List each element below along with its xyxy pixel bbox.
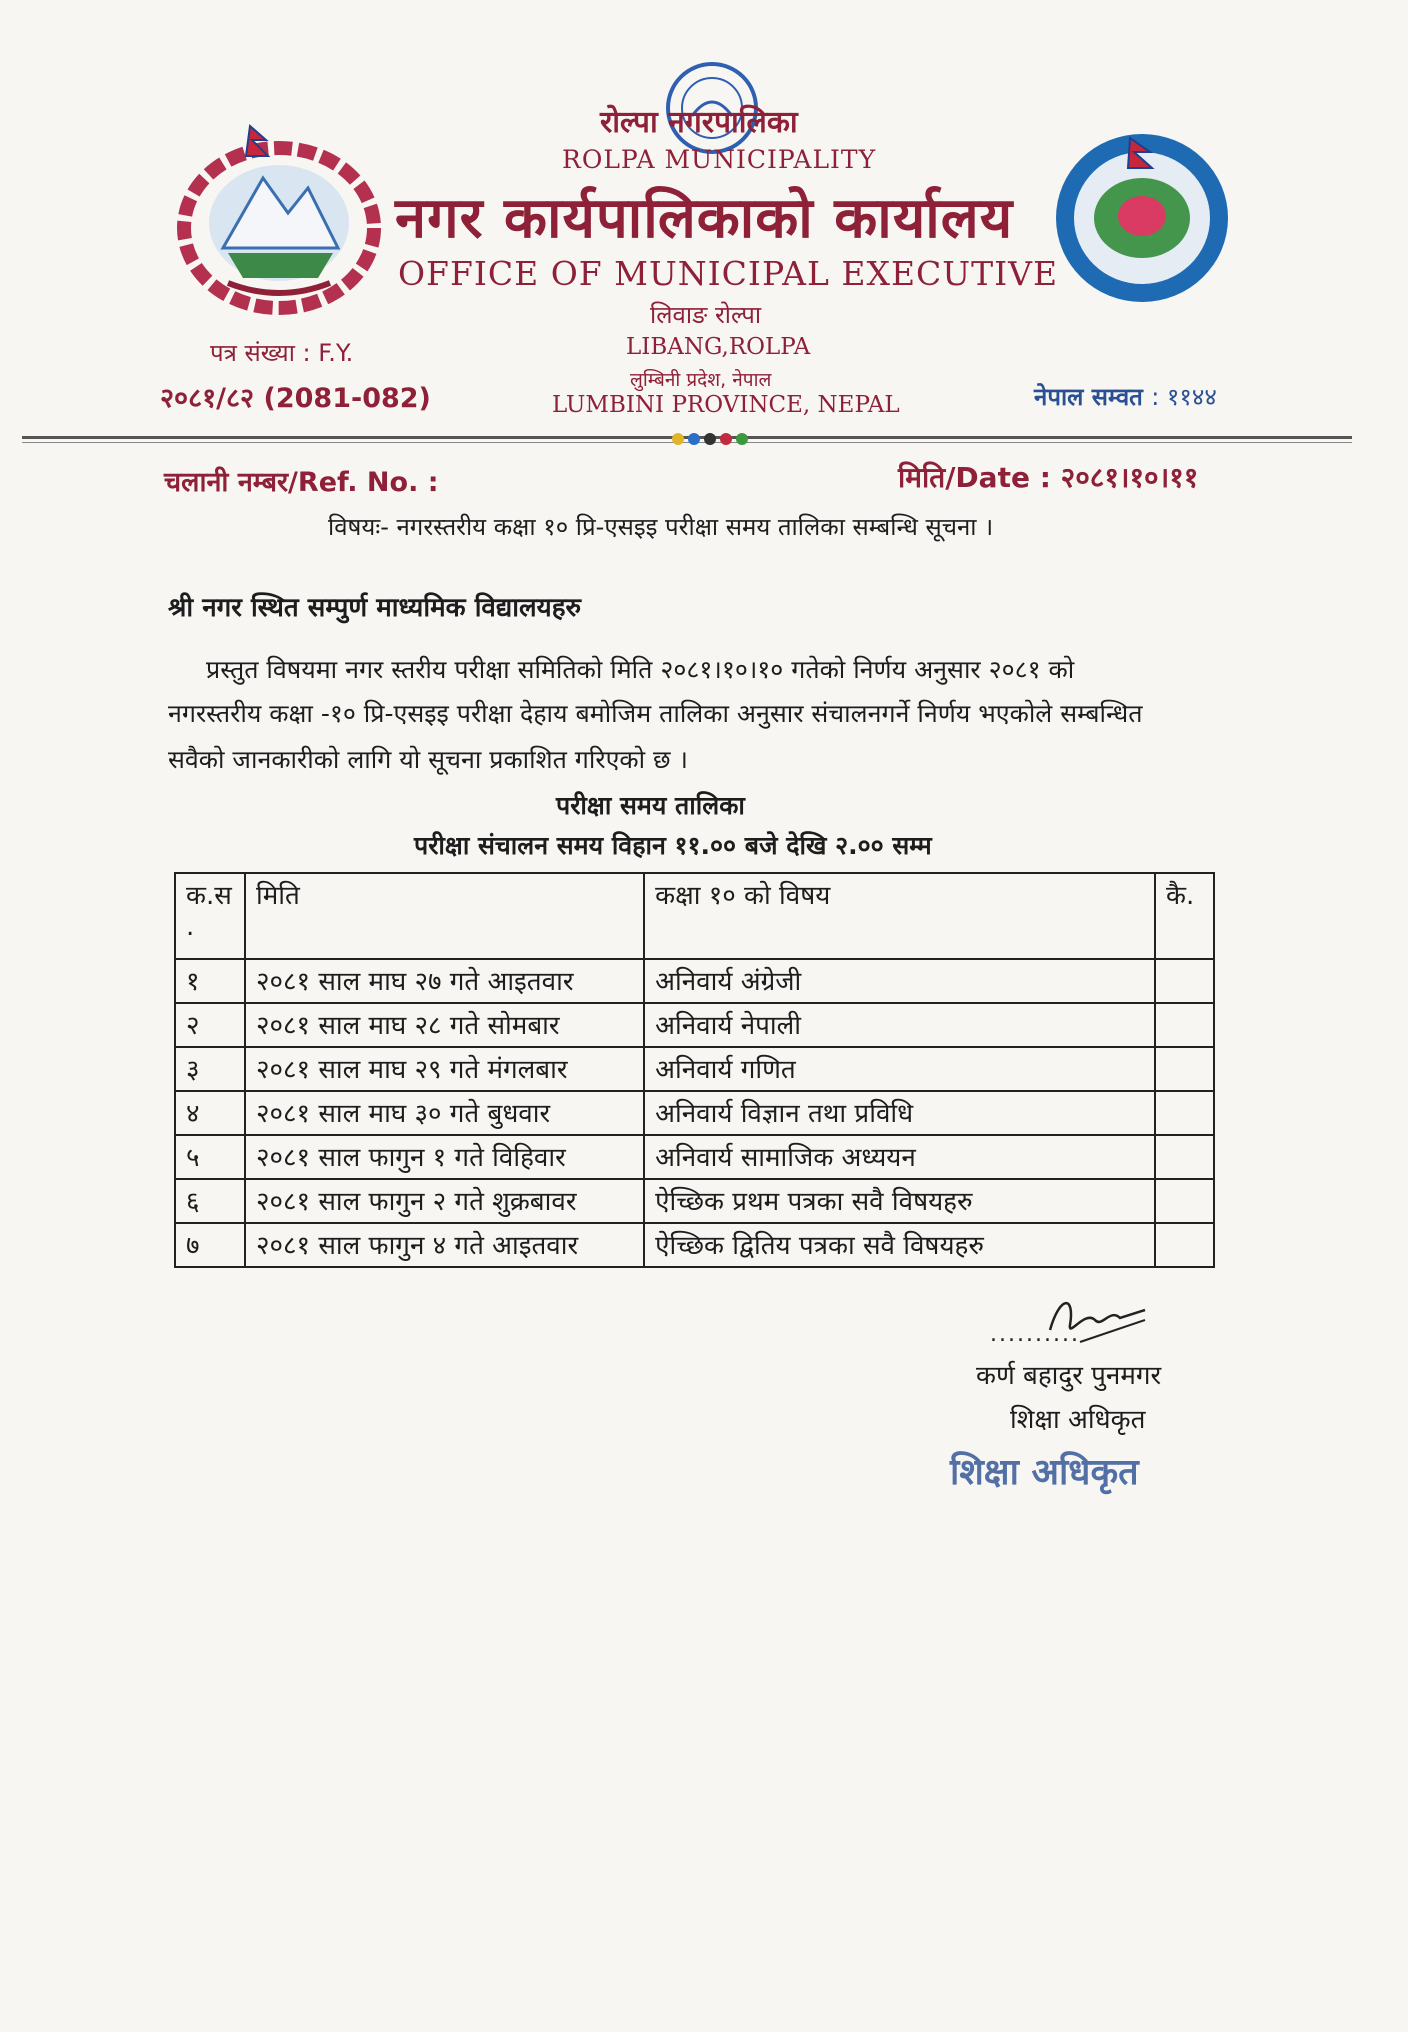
nepal-sambat-label: नेपाल सम्वत <box>1034 383 1143 411</box>
table-row <box>175 1223 1214 1267</box>
divider-dots <box>668 430 768 448</box>
row-date: २०८१ साल माघ २७ गते आइतवार <box>245 959 644 1003</box>
fiscal-year: २०८१/८२ (2081-082) <box>160 383 431 414</box>
row-subject: अनिवार्य सामाजिक अध्ययन <box>644 1135 1155 1179</box>
place-np: लिवाङ रोल्पा <box>650 301 762 329</box>
letter-number-label: पत्र संख्या : F.Y. <box>210 339 354 367</box>
municipality-name-en: ROLPA MUNICIPALITY <box>562 145 877 174</box>
reference-number-label: चलानी नम्बर/Ref. No. : <box>164 467 439 498</box>
office-title-np: नगर कार्यपालिकाको कार्यालय <box>395 186 1014 251</box>
header-serial <box>175 873 245 959</box>
province-en: LUMBINI PROVINCE, NEPAL <box>552 392 900 418</box>
place-en: LIBANG,ROLPA <box>626 334 811 360</box>
row-subject: ऐच्छिक द्वितिय पत्रका सवै विषयहरु <box>644 1223 1155 1267</box>
table-row <box>175 959 1214 1003</box>
row-serial: २ <box>175 1003 245 1047</box>
municipality-name-np: रोल्पा नगरपालिका <box>600 105 798 140</box>
table-row <box>175 1047 1214 1091</box>
row-remarks <box>1155 1135 1214 1179</box>
row-date: २०८१ साल फागुन २ गते शुक्रबावर <box>245 1179 644 1223</box>
office-title-en: OFFICE OF MUNICIPAL EXECUTIVE <box>398 254 1059 293</box>
row-remarks <box>1155 1223 1214 1267</box>
row-serial: ६ <box>175 1179 245 1223</box>
row-date: २०८१ साल फागुन ४ गते आइतवार <box>245 1223 644 1267</box>
nepal-sambat-value: : ११४४ <box>1151 383 1217 411</box>
row-date: २०८१ साल माघ २९ गते मंगलबार <box>245 1047 644 1091</box>
designation-stamp: शिक्षा अधिकृत <box>950 1452 1139 1493</box>
letter-date: मिति/Date : २०८१।१०।११ <box>898 461 1199 494</box>
signature-dots: .......... <box>990 1322 1080 1347</box>
header-serial-label: क.स <box>186 881 232 911</box>
row-subject: अनिवार्य गणित <box>644 1047 1155 1091</box>
row-subject: अनिवार्य विज्ञान तथा प्रविधि <box>644 1091 1155 1135</box>
row-remarks <box>1155 1179 1214 1223</box>
row-remarks <box>1155 1003 1214 1047</box>
table-header-row <box>175 873 1214 959</box>
table-row <box>175 1135 1214 1179</box>
table-subtitle: परीक्षा संचालन समय विहान ११.०० बजे देखि २.०० सम्म <box>414 831 932 860</box>
table-title: परीक्षा समय तालिका <box>556 791 745 820</box>
row-remarks <box>1155 1047 1214 1091</box>
row-subject: अनिवार्य अंग्रेजी <box>644 959 1155 1003</box>
subject-line: विषयः- नगरस्तरीय कक्षा १० प्रि-एसइइ परीक्षा समय तालिका सम्बन्धि सूचना । <box>328 513 994 541</box>
exam-schedule-table <box>174 872 1215 1268</box>
row-serial: ३ <box>175 1047 245 1091</box>
row-remarks <box>1155 1091 1214 1135</box>
row-subject: ऐच्छिक प्रथम पत्रका सवै विषयहरु <box>644 1179 1155 1223</box>
addressee: श्री नगर स्थित सम्पुर्ण माध्यमिक विद्यालयहरु <box>168 593 582 623</box>
table-row <box>175 1179 1214 1223</box>
signatory-name: कर्ण बहादुर पुनमगर <box>976 1361 1162 1391</box>
row-subject: अनिवार्य नेपाली <box>644 1003 1155 1047</box>
nepal-sambat <box>1034 380 1217 413</box>
header-remarks: कै. <box>1155 873 1214 959</box>
row-serial: ५ <box>175 1135 245 1179</box>
header-serial-dot: . <box>186 912 195 942</box>
row-date: २०८१ साल माघ २८ गते सोमबार <box>245 1003 644 1047</box>
row-serial: १ <box>175 959 245 1003</box>
signatory-designation: शिक्षा अधिकृत <box>1010 1405 1146 1435</box>
province-emblem-logo <box>1050 128 1235 308</box>
province-np: लुम्बिनी प्रदेश, नेपाल <box>630 369 772 391</box>
row-serial: ४ <box>175 1091 245 1135</box>
row-remarks <box>1155 959 1214 1003</box>
body-line-3: सवैको जानकारीको लागि यो सूचना प्रकाशित गरिएको छ । <box>168 745 688 774</box>
row-serial: ७ <box>175 1223 245 1267</box>
header-subject: कक्षा १० को विषय <box>644 873 1155 959</box>
body-line-1: प्रस्तुत विषयमा नगर स्तरीय परीक्षा समितिको मिति २०८१।१०।१० गतेको निर्णय अनुसार २०८१ को <box>206 655 1075 684</box>
row-date: २०८१ साल फागुन १ गते विहिवार <box>245 1135 644 1179</box>
header-date: मिति <box>245 873 644 959</box>
body-line-2: नगरस्तरीय कक्षा -१० प्रि-एसइइ परीक्षा देहाय बमोजिम तालिका अनुसार संचालनगर्ने निर्णय भएकोले सम्बन्धित <box>168 699 1143 728</box>
table-row <box>175 1003 1214 1047</box>
nepal-emblem-logo <box>168 118 390 318</box>
table-row <box>175 1091 1214 1135</box>
row-date: २०८१ साल माघ ३० गते बुधवार <box>245 1091 644 1135</box>
